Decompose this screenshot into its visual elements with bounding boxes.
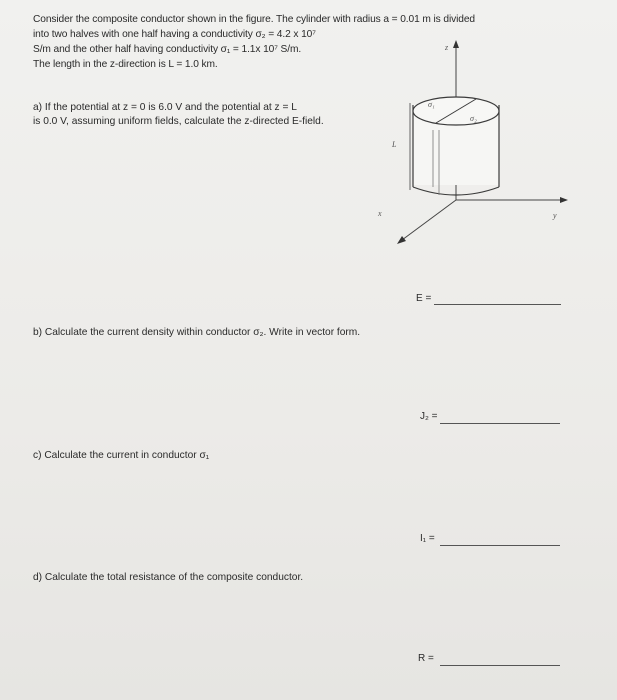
sigma2-label: σ₂ [470,114,477,123]
question-b: b) Calculate the current density within conductor σ₂. Write in vector form. [33,327,361,338]
problem-line: The length in the z-direction is L = 1.0 km. [33,59,218,70]
question-a-line: is 0.0 V, assuming uniform fields, calculate the z-directed E-field. [33,116,324,127]
answer-i-label: I₁ = [420,533,435,544]
question-a [33,101,324,129]
question-c: c) Calculate the current in conductor σ₁ [33,450,210,461]
y-axis-label: y [553,211,557,220]
length-label: L [392,140,397,149]
answer-e-blank[interactable] [434,304,561,305]
answer-e-field [416,293,431,304]
question-d: d) Calculate the total resistance of the composite conductor. [33,572,304,583]
x-axis-line [402,200,456,240]
answer-i-blank[interactable] [440,545,560,546]
z-axis-label: z [445,43,449,52]
x-axis-label: x [378,209,382,218]
answer-j-blank[interactable] [440,423,560,424]
answer-j-label: J₂ = [420,411,438,422]
answer-current [420,533,435,544]
x-axis-arrowhead [397,236,406,244]
answer-r-label: R = [418,653,434,664]
problem-line: into two halves with one half having a conductivity σ₂ = 4.2 x 10⁷ [33,29,316,40]
question-a-line: a) If the potential at z = 0 is 6.0 V and the potential at z = L [33,102,297,113]
y-axis-arrowhead [560,197,568,203]
sigma1-label: σ₁ [428,100,435,109]
cylinder-figure [375,35,575,250]
answer-e-label: E = [416,293,432,304]
answer-current-density [420,411,438,422]
problem-line: S/m and the other half having conductivity σ₁ = 1.1x 10⁷ S/m. [33,44,302,55]
answer-r-blank[interactable] [440,665,560,666]
problem-line: Consider the composite conductor shown in the figure. The cylinder with radius a = 0.01 m is divided [33,14,475,25]
answer-resistance [418,653,434,664]
z-axis-arrowhead [453,40,459,48]
